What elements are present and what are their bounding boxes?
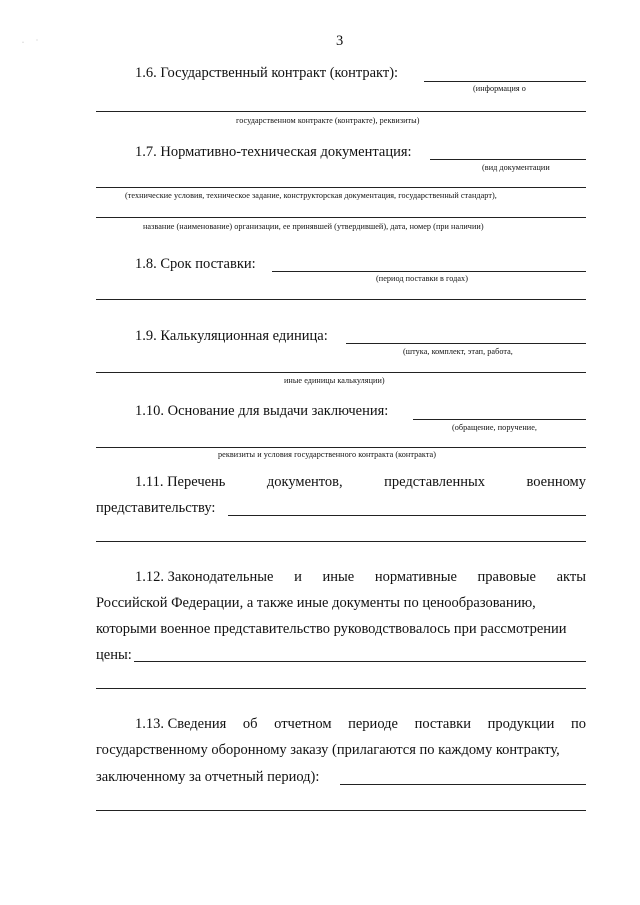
- section-1-13-word-6: продукции: [487, 716, 555, 732]
- section-1-12-line-4: цены:: [96, 647, 132, 663]
- section-1-9-blank[interactable]: [346, 343, 586, 344]
- section-1-13-word-1: 1.13. Сведения: [135, 716, 227, 732]
- section-1-10-blank-2[interactable]: [96, 447, 586, 448]
- section-1-11-word-3: представленных: [384, 474, 485, 490]
- section-1-13-word-2: об: [242, 716, 258, 732]
- section-1-12-blank-2[interactable]: [96, 688, 586, 689]
- section-1-12-blank[interactable]: [134, 661, 586, 662]
- section-1-12-word-3: иные: [322, 569, 355, 585]
- section-1-8-label: 1.8. Срок поставки:: [135, 256, 256, 272]
- section-1-11-blank-2[interactable]: [96, 541, 586, 542]
- section-1-6-blank-2[interactable]: [96, 111, 586, 112]
- section-1-11-line-1: [135, 474, 586, 491]
- section-1-12-word-5: правовые: [477, 569, 536, 585]
- section-1-7-blank-3[interactable]: [96, 217, 586, 218]
- section-1-11-word-1: 1.11. Перечень: [135, 474, 226, 490]
- section-1-10-hint: (обращение, поручение,: [452, 423, 537, 432]
- section-1-10-blank[interactable]: [413, 419, 586, 420]
- section-1-7-label: 1.7. Нормативно-техническая документация:: [135, 144, 412, 160]
- section-1-7-blank-2[interactable]: [96, 187, 586, 188]
- scan-specks: · ˈ: [22, 40, 38, 46]
- page-number: 3: [336, 33, 344, 49]
- section-1-13-blank-2[interactable]: [96, 810, 586, 811]
- section-1-11-word-4: военному: [526, 474, 586, 490]
- section-1-9-hint-2: иные единицы калькуляции): [284, 376, 385, 385]
- section-1-13-blank[interactable]: [340, 784, 586, 785]
- section-1-6-blank[interactable]: [424, 81, 586, 82]
- section-1-11-word-2: документов,: [266, 474, 343, 490]
- section-1-12-line-1: [135, 569, 586, 586]
- section-1-9-hint: (штука, комплект, этап, работа,: [403, 347, 513, 356]
- section-1-12-line-2: Российской Федерации, а также иные документы по ценообразованию,: [96, 595, 536, 611]
- section-1-13-line-1: [135, 716, 586, 733]
- section-1-7-blank[interactable]: [430, 159, 586, 160]
- section-1-13-word-5: поставки: [414, 716, 471, 732]
- section-1-7-hint: (вид документации: [482, 163, 550, 172]
- section-1-9-blank-2[interactable]: [96, 372, 586, 373]
- section-1-7-hint-3: название (наименование) организации, ее принявшей (утвердившей), дата, номер (при наличии): [143, 222, 484, 231]
- section-1-11-blank[interactable]: [228, 515, 586, 516]
- section-1-12-word-6: акты: [556, 569, 586, 585]
- section-1-8-blank-2[interactable]: [96, 299, 586, 300]
- section-1-13-line-2: государственному оборонному заказу (прилагаются по каждому контракту,: [96, 742, 560, 758]
- section-1-9-label: 1.9. Калькуляционная единица:: [135, 328, 328, 344]
- section-1-12-line-3: которыми военное представительство руководствовалось при рассмотрении: [96, 621, 567, 637]
- section-1-8-blank[interactable]: [272, 271, 586, 272]
- section-1-6-label: 1.6. Государственный контракт (контракт):: [135, 65, 399, 81]
- section-1-6-hint-2: государственном контракте (контракте), реквизиты): [236, 116, 420, 125]
- section-1-11-line-2: представительству:: [96, 500, 216, 516]
- section-1-13-word-7: по: [570, 716, 586, 732]
- section-1-8-hint: (период поставки в годах): [376, 274, 468, 283]
- section-1-7-hint-2: (технические условия, техническое задание, конструкторская документация, государственный стандарт),: [125, 191, 497, 200]
- section-1-10-hint-2: реквизиты и условия государственного контракта (контракта): [218, 450, 437, 459]
- section-1-13-word-4: периоде: [348, 716, 398, 732]
- section-1-13-word-3: отчетном: [274, 716, 332, 732]
- section-1-12-word-4: нормативные: [374, 569, 457, 585]
- section-1-12-word-1: 1.12. Законодательные: [135, 569, 274, 585]
- section-1-10-label: 1.10. Основание для выдачи заключения:: [135, 403, 389, 419]
- section-1-6-hint: (информация о: [473, 84, 526, 93]
- section-1-12-word-2: и: [294, 569, 302, 585]
- section-1-13-line-3: заключенному за отчетный период):: [96, 769, 320, 785]
